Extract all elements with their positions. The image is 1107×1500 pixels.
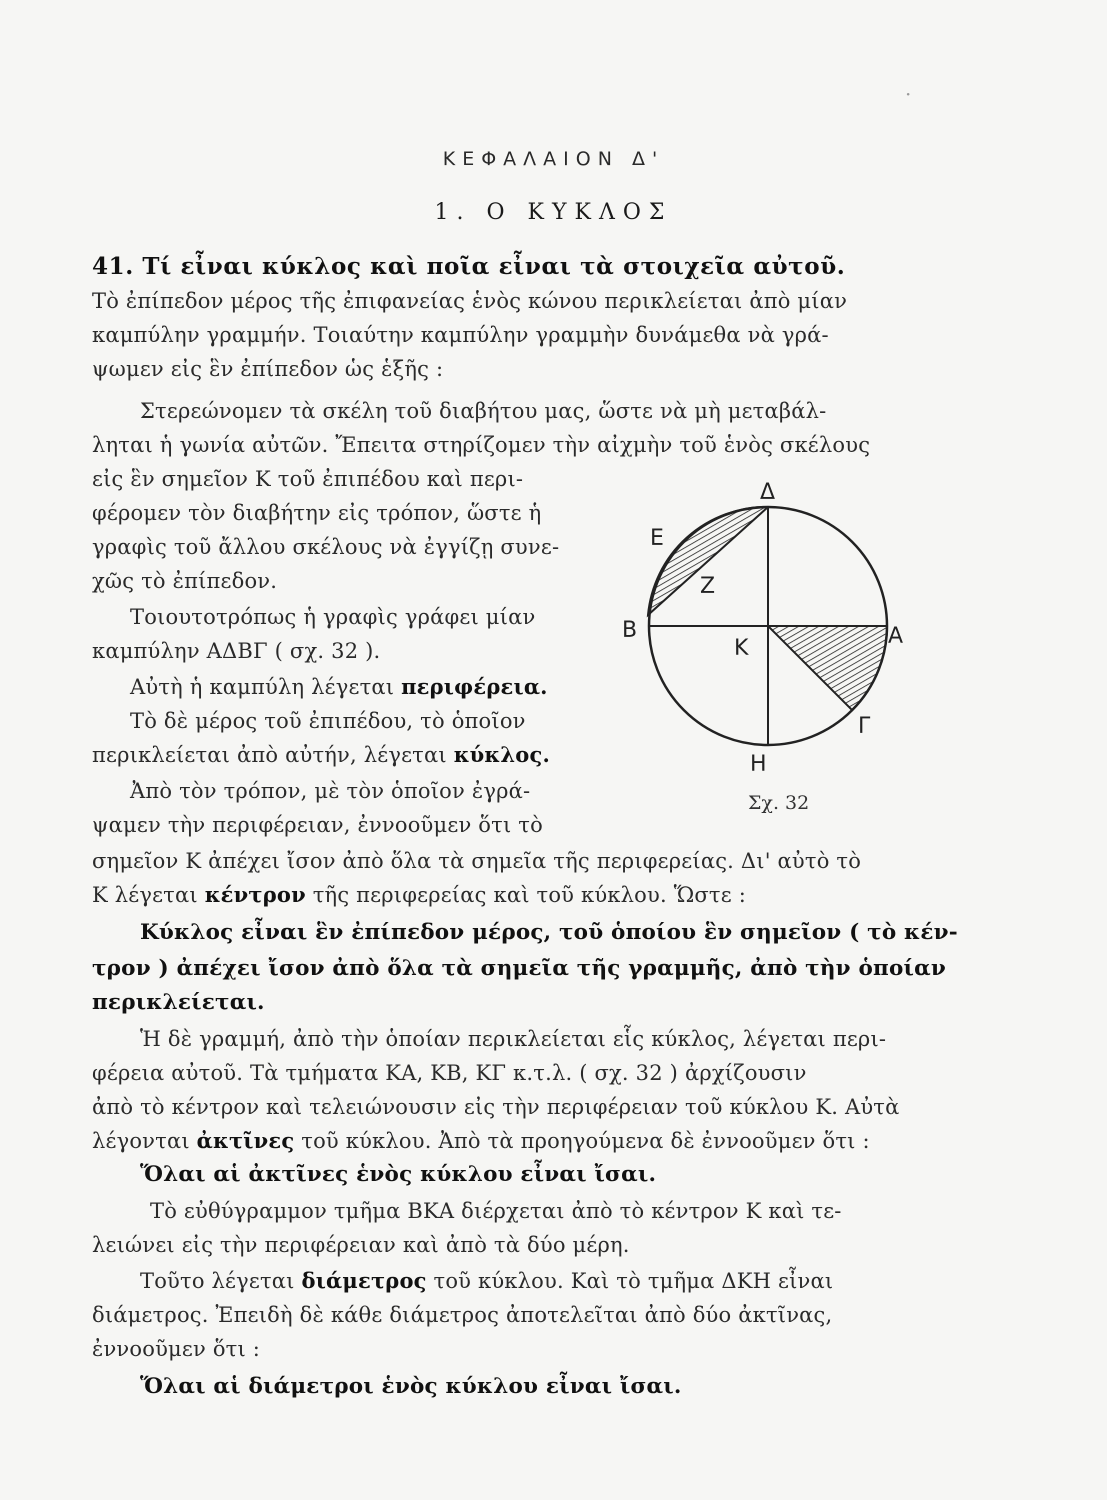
text-line: λειώνει εἰς τὴν περιφέρειαν καὶ ἀπὸ τὰ δύο μέρη. [92, 1233, 630, 1257]
text-line: ἀπὸ τὸ κέντρον καὶ τελειώνουσιν εἰς τὴν περιφέρειαν τοῦ κύκλου Κ. Αὐτὰ [92, 1095, 900, 1119]
text-line: γραφὶς τοῦ ἄλλου σκέλους νὰ ἐγγίζῃ συνε- [92, 535, 560, 559]
definition-line: τρον ) ἀπέχει ἴσον ἀπὸ ὅλα τὰ σημεῖα τῆς γραμμῆς, ἀπὸ τὴν ὁποίαν [92, 956, 946, 981]
text-line [92, 738, 592, 772]
text-line: Τὸ δὲ μέρος τοῦ ἐπιπέδου, τὸ ὁποῖον [130, 709, 526, 733]
text-line: Ἀπὸ τὸν τρόπον, μὲ τὸν ὁποῖον ἐγρά- [130, 779, 531, 803]
rule-line: Ὅλαι αἱ διάμετροι ἑνὸς κύκλου εἶναι ἴσαι. [140, 1374, 682, 1399]
text-span: λέγονται [92, 1129, 197, 1153]
chapter-heading: ΚΕΦΑΛΑΙΟΝ Δ' [442, 148, 665, 170]
text-line: καμπύλην γραμμήν. Τοιαύτην καμπύλην γραμμὴν δυνάμεθα νὰ γρά- [92, 323, 829, 347]
text-line: Στερεώνομεν τὰ σκέλη τοῦ διαβήτου μας, ὥστε νὰ μὴ μεταβάλ- [140, 399, 827, 423]
term-kentron: κέντρον [204, 882, 306, 907]
label-zeta: Ζ [700, 574, 716, 599]
text-line [140, 1264, 982, 1298]
text-line: ληται ἡ γωνία αὐτῶν. Ἔπειτα στηρίζομεν τὴν αἰχμὴν τοῦ ἑνὸς σκέλους [92, 433, 871, 457]
term-kyklos: κύκλος. [453, 742, 550, 767]
text-line: εἰς ἓν σημεῖον Κ τοῦ ἐπιπέδου καὶ περι- [92, 467, 524, 491]
question-heading: 41. Τί εἶναι κύκλος καὶ ποῖα εἶναι τὰ στοιχεῖα αὐτοῦ. [92, 253, 846, 280]
text-line: ψαμεν τὴν περιφέρειαν, ἐννοοῦμεν ὅτι τὸ [92, 813, 543, 837]
circle-diagram [600, 475, 920, 855]
text-line: ἐννοοῦμεν ὅτι : [92, 1337, 261, 1361]
definition-line: Κύκλος εἶναι ἓν ἐπίπεδον μέρος, τοῦ ὁποίου ἓν σημεῖον ( τὸ κέν- [140, 920, 958, 945]
text-span: Κ λέγεται [92, 883, 205, 907]
text-line: καμπύλην ΑΔΒΓ ( σχ. 32 ). [92, 639, 381, 663]
circle-figure [600, 475, 920, 855]
hatched-sector [768, 626, 887, 710]
text-line: φέρομεν τὸν διαβήτην εἰς τρόπον, ὥστε ἡ [92, 501, 542, 525]
text-span: Τοῦτο λέγεται [140, 1269, 302, 1293]
text-line [92, 878, 934, 912]
text-span: τῆς περιφερείας καὶ τοῦ κύκλου. Ὥστε : [305, 883, 746, 907]
text-line: φέρεια αὐτοῦ. Τὰ τμήματα ΚΑ, ΚΒ, ΚΓ κ.τ.λ. ( σχ. 32 ) ἀρχίζουσιν [92, 1061, 807, 1085]
page-corner-mark: · [905, 82, 912, 106]
text-line: Τὸ εὐθύγραμμον τμῆμα ΒΚΑ διέρχεται ἀπὸ τὸ κέντρον Κ καὶ τε- [150, 1199, 842, 1223]
text-line: Ἡ δὲ γραμμή, ἀπὸ τὴν ὁποίαν περικλείεται εἷς κύκλος, λέγεται περι- [140, 1027, 887, 1051]
term-perifereia: περιφέρεια. [401, 674, 548, 699]
label-gamma: Γ [858, 714, 871, 739]
label-beta: Β [622, 618, 638, 643]
text-span: περικλείεται ἀπὸ αὐτήν, λέγεται [92, 743, 454, 767]
figure-caption: Σχ. 32 [748, 792, 810, 814]
text-span: τοῦ κύκλου. Καὶ τὸ τμῆμα ΔΚΗ εἶναι [426, 1269, 834, 1293]
term-aktines: ἀκτῖνες [196, 1128, 295, 1153]
text-line: ψωμεν εἰς ἓν ἐπίπεδον ὡς ἑξῆς : [92, 357, 444, 381]
text-span: Αὐτὴ ἡ καμπύλη λέγεται [130, 675, 402, 699]
text-line: διάμετρος. Ἐπειδὴ δὲ κάθε διάμετρος ἀποτελεῖται ἀπὸ δύο ἀκτῖνας, [92, 1303, 833, 1327]
label-alpha: Α [888, 624, 904, 649]
label-epsilon: Ε [650, 526, 664, 551]
term-diametros: διάμετρος [301, 1268, 427, 1293]
label-delta: Δ [760, 480, 776, 505]
label-kappa: Κ [734, 636, 749, 661]
rule-line: Ὅλαι αἱ ἀκτῖνες ἑνὸς κύκλου εἶναι ἴσαι. [140, 1162, 657, 1187]
text-line [130, 670, 630, 704]
text-line [92, 1124, 934, 1158]
text-line: σημεῖον Κ ἀπέχει ἴσον ἀπὸ ὅλα τὰ σημεῖα τῆς περιφερείας. Δι' αὐτὸ τὸ [92, 849, 862, 873]
text-span: τοῦ κύκλου. Ἀπὸ τὰ προηγούμενα δὲ ἐννοοῦμεν ὅτι : [294, 1129, 870, 1153]
section-title: 1. Ο ΚΥΚΛΟΣ [434, 200, 673, 225]
text-line: Τὸ ἐπίπεδον μέρος τῆς ἐπιφανείας ἑνὸς κώνου περικλείεται ἀπὸ μίαν [92, 289, 848, 313]
definition-line: περικλείεται. [92, 990, 265, 1015]
text-line: Τοιουτοτρόπως ἡ γραφὶς γράφει μίαν [130, 605, 536, 629]
text-line: χῶς τὸ ἐπίπεδον. [92, 569, 278, 593]
label-eta: Η [750, 752, 767, 777]
